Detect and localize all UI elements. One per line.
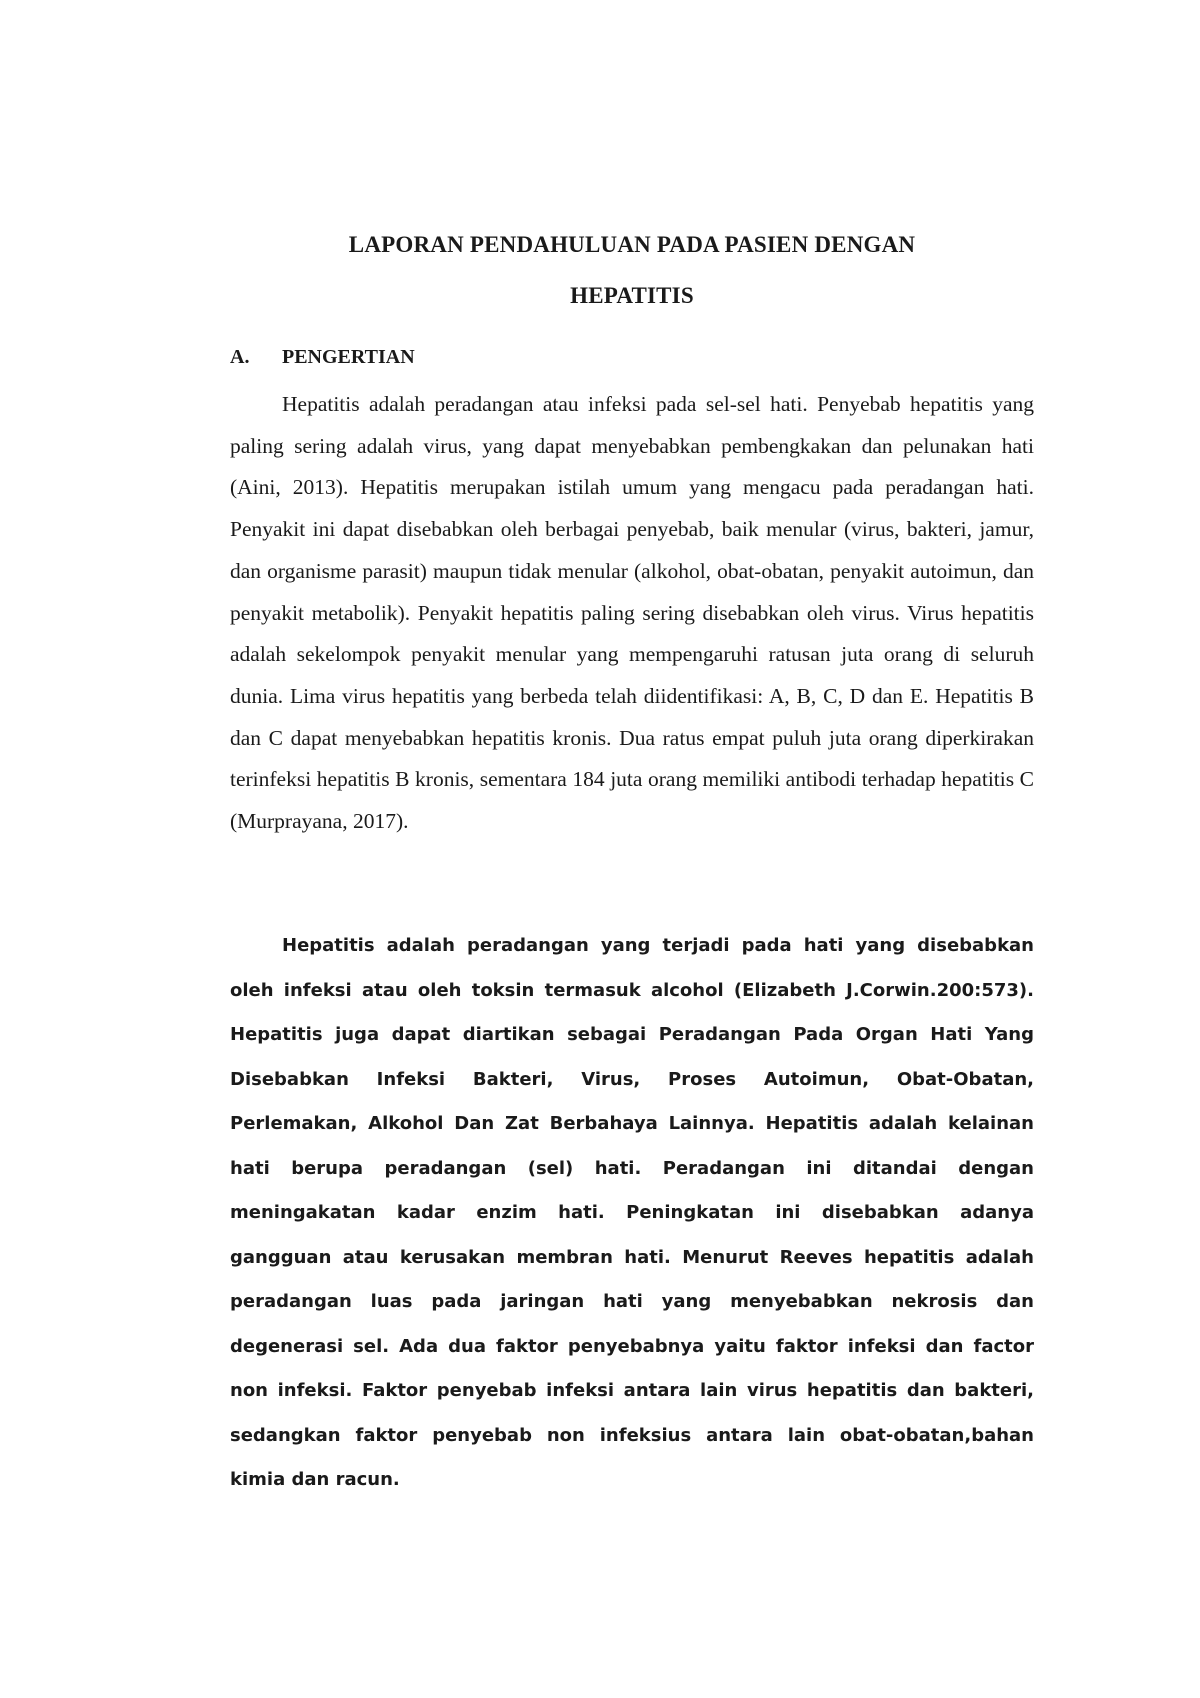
section-heading-text: PENGERTIAN <box>282 346 415 368</box>
section-number: A. <box>230 346 250 368</box>
document-title-line-1: LAPORAN PENDAHULUAN PADA PASIEN DENGAN <box>348 232 916 257</box>
paragraph-definition-2: Hepatitis adalah peradangan yang terjadi pada hati yang disebabkan oleh infeksi atau oleh toksin termasuk alcohol (Elizabeth J.Corwin.200:573). Hepatitis juga dapat diartikan sebagai Peradangan Pada Organ Hati Yang Disebabkan Infeksi Bakteri, Virus, Proses Autoimun, Obat-Obatan, Perlemakan, Alkohol Dan Zat Berbahaya Lainnya. Hepatitis adalah kelainan hati berupa peradangan (sel) hati. Peradangan ini ditandai dengan meningakatan kadar enzim hati. Peningkatan ini disebabkan adanya gangguan atau kerusakan membran hati. Menurut Reeves hepatitis adalah peradangan luas pada jaringan hati yang menyebabkan nekrosis dan degenerasi sel. Ada dua faktor penyebabnya yaitu faktor infeksi dan factor non infeksi. Faktor penyebab infeksi antara lain virus hepatitis dan bakteri, sedangkan faktor penyebab non infeksius antara lain obat-obatan,bahan kimia dan racun. <box>230 935 1034 1490</box>
section-heading <box>230 346 415 369</box>
paragraph-definition-1: Hepatitis adalah peradangan atau infeksi pada sel-sel hati. Penyebab hepatitis yang paling sering adalah virus, yang dapat menyebabkan pembengkakan dan pelunakan hati (Aini, 2013). Hepatitis merupakan istilah umum yang mengacu pada peradangan hati. Penyakit ini dapat disebabkan oleh berbagai penyebab, baik menular (virus, bakteri, jamur, dan organisme parasit) maupun tidak menular (alkohol, obat-obatan, penyakit autoimun, dan penyakit metabolik). Penyakit hepatitis paling sering disebabkan oleh virus. Virus hepatitis adalah sekelompok penyakit menular yang mempengaruhi ratusan juta orang di seluruh dunia. Lima virus hepatitis yang berbeda telah diidentifikasi: A, B, C, D dan E. Hepatitis B dan C dapat menyebabkan hepatitis kronis. Dua ratus empat puluh juta orang diperkirakan terinfeksi hepatitis B kronis, sementara 184 juta orang memiliki antibodi terhadap hepatitis C (Murprayana, 2017). <box>230 392 1034 834</box>
document-title-line-2: HEPATITIS <box>570 283 694 308</box>
